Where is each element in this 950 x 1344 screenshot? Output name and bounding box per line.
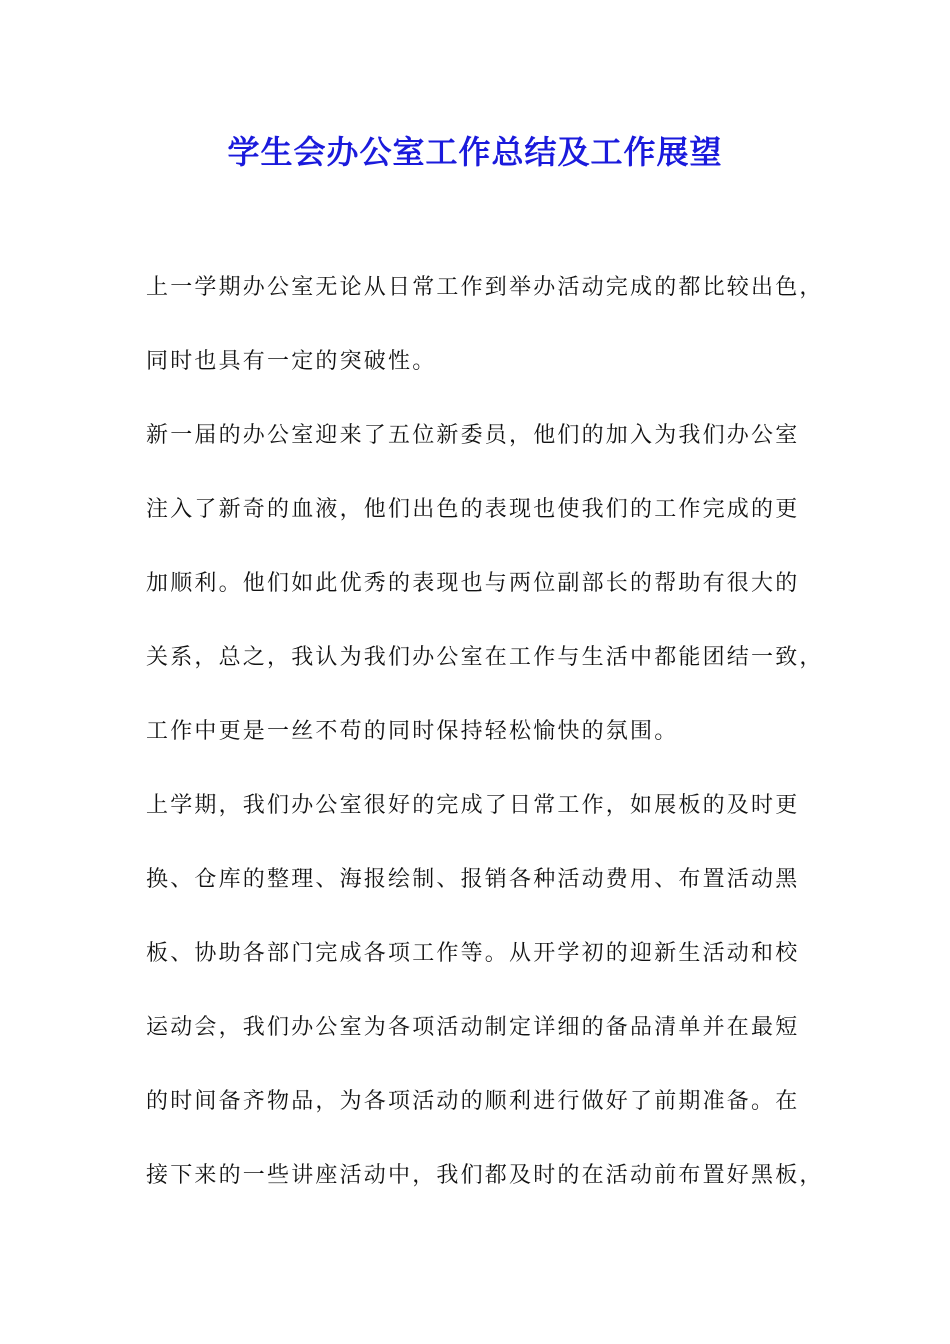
- document-title: 学生会办公室工作总结及工作展望: [227, 133, 723, 171]
- paragraph-line: 注入了新奇的血液，他们出色的表现也使我们的工作完成的更: [146, 497, 800, 522]
- paragraph-line: 新一届的办公室迎来了五位新委员，他们的加入为我们办公室: [146, 423, 800, 448]
- paragraph-line: 关系，总之，我认为我们办公室在工作与生活中都能团结一致，: [146, 645, 824, 670]
- paragraph-line: 换、仓库的整理、海报绘制、报销各种活动费用、布置活动黑: [146, 867, 800, 892]
- paragraph-line: 运动会，我们办公室为各项活动制定详细的备品清单并在最短: [146, 1015, 800, 1040]
- paragraph-line: 的时间备齐物品，为各项活动的顺利进行做好了前期准备。在: [146, 1089, 800, 1114]
- paragraph-line: 上一学期办公室无论从日常工作到举办活动完成的都比较出色，: [146, 275, 824, 300]
- paragraph-line: 上学期，我们办公室很好的完成了日常工作，如展板的及时更: [146, 793, 800, 818]
- paragraph-line: 同时也具有一定的突破性。: [146, 349, 437, 374]
- paragraph-line: 板、协助各部门完成各项工作等。从开学初的迎新生活动和校: [146, 941, 800, 966]
- document-body: [146, 259, 824, 1221]
- paragraph-line: 接下来的一些讲座活动中，我们都及时的在活动前布置好黑板，: [146, 1163, 824, 1188]
- paragraph-line: 加顺利。他们如此优秀的表现也与两位副部长的帮助有很大的: [146, 571, 800, 596]
- paragraph-line: 工作中更是一丝不苟的同时保持轻松愉快的氛围。: [146, 719, 679, 744]
